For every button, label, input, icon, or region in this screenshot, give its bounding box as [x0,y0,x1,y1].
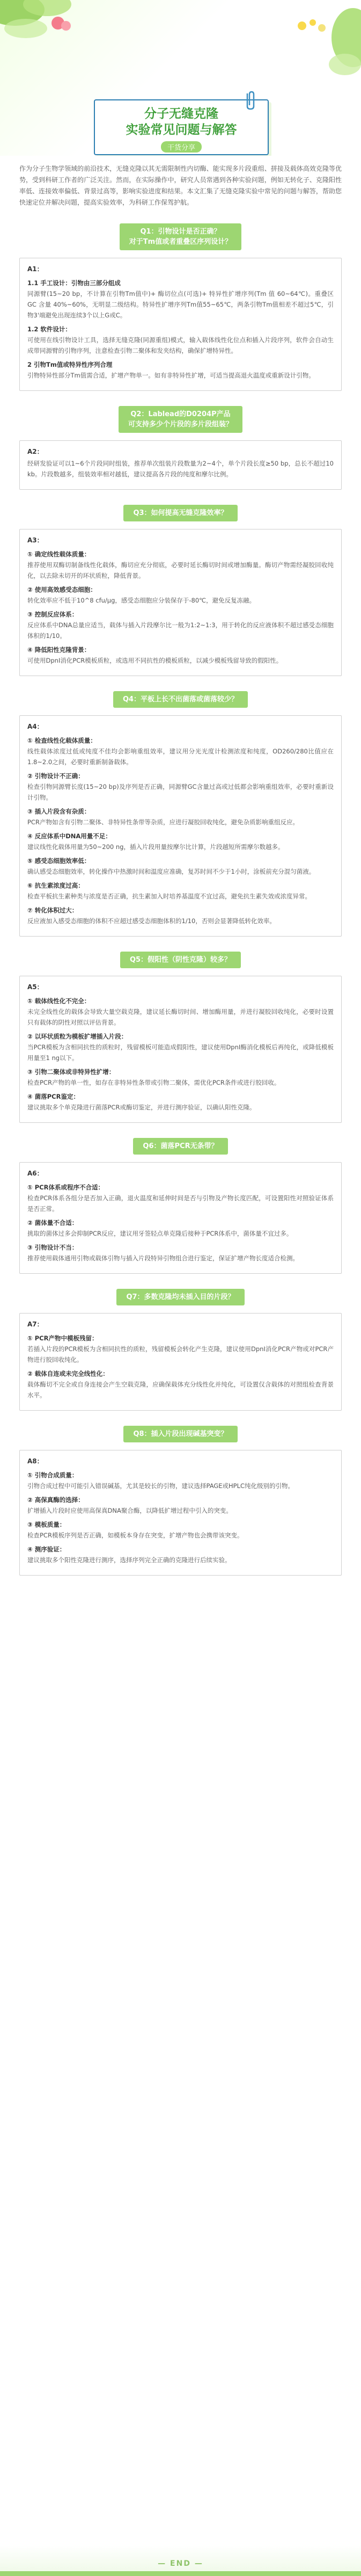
answer-label: A4： [27,723,43,730]
qa-section [19,406,342,490]
answer-box [19,976,342,1123]
question-bar [19,952,342,968]
answer-subtitle: ② 载体自连或未完全线性化： [27,1370,109,1377]
answer-text: 引物特异性部分Tm值需合适，扩增产物单一。如有非特异性扩增，可适当提高退火温度或重新设计引物。 [27,372,315,379]
question-title: Q4：平板上长不出菌落或菌落较少？ [113,691,248,708]
intro-paragraph: 作为分子生物学领域的前沿技术，无缝克隆以其无需限制性内切酶、能实现多片段重组、拼接及载体高效克隆等优势，受到科研工作者的广泛关注。然而，在实际操作中，研究人员常遇到各种实验问题，例如无转化子、克隆阳性率低、连接效率偏低、背景过高等，影响实验进度和结果。本文汇集了无缝克隆实验中常见的问题与解答，帮助您快速定位并解决问题，提高实验效率，为科研工作保驾护航。 [19,165,342,206]
answer-text: PCR产物如含有引物二聚体、非特异性条带等杂质，应进行凝胶回收纯化，避免杂质影响重组反应。 [27,818,299,826]
answer-text: 建议线性化载体用量为50~200 ng，插入片段用量按摩尔比计算，片段越短所需摩尔数越多。 [27,843,284,851]
question-bar [19,1289,342,1305]
answer-subtitle: ④ 反应体系中DNA用量不足： [27,832,112,840]
answer-text: 检查引物同源臂长度(15~20 bp)及序列是否正确，同源臂GC含量过高或过低都会影响重组效率，必要时重新设计引物。 [27,783,334,801]
answer-subtitle: ④ 降低阳性克隆背景： [27,646,91,654]
answer-box [19,440,342,490]
answer-subtitle: 1.2 软件设计： [27,325,71,333]
answer-label: A8： [27,1457,43,1465]
answer-label: A3： [27,536,43,544]
question-bar [19,1426,342,1442]
question-bar [19,691,342,708]
title-line-2: 实验常见问题与解答 [126,123,237,137]
answer-text: 载体酶切不完全或自身连接会产生空载克隆，应确保载体充分线性化并纯化，可设置仅含载体的对照组检查背景水平。 [27,1381,334,1399]
answer-label: A6： [27,1170,43,1177]
answer-text: 可使用DpnI消化PCR模板质粒，或选用不同抗性的模板质粒，以减少模板残留导致的假阳性。 [27,657,283,664]
answer-subtitle: ① 检查线性化载体质量： [27,737,97,744]
answer-box [19,1162,342,1274]
question-bar [19,505,342,521]
answer-subtitle: ① 引物合成质量： [27,1471,78,1479]
answer-subtitle: ③ 模板质量： [27,1521,66,1528]
answer-text: 建议挑取多个单克隆进行菌落PCR或酶切鉴定，并进行测序验证，以确认阳性克隆。 [27,1104,256,1111]
answer-box [19,1313,342,1411]
question-title: Q8：插入片段出现碱基突变？ [123,1426,237,1442]
question-title: Q6：菌落PCR无条带？ [133,1138,227,1155]
answer-text: 可使用在线引物设计工具，选择无缝克隆(同源重组)模式，输入载体线性化位点和插入片段序列，软件会自动生成带同源臂的引物序列，注意检查引物二聚体和发夹结构，确保扩增特异性。 [27,336,334,354]
answer-text: 反应液加入感受态细胞的体积不应超过感受态细胞体积的1/10，否则会显著降低转化效率。 [27,917,276,925]
answer-subtitle: ① 载体线性化不完全： [27,997,91,1005]
question-title: Q2：Lablead的D0204P产品 可支持多少个片段的多片段组装？ [119,406,242,433]
answer-subtitle: ② 高保真酶的选择： [27,1496,84,1504]
answer-subtitle: ② 菌体量不合适： [27,1219,78,1227]
answer-subtitle: ③ 插入片段含有杂质： [27,808,91,815]
qa-section [19,1289,342,1411]
answer-text: 检查PCR模板序列是否正确，如模板本身存在突变，扩增产物也会携带该突变。 [27,1532,244,1539]
question-title: Q1：引物设计是否正确？ 对于Tm值或者重叠区序列设计？ [120,223,241,250]
answer-text: 反应体系中DNA总量应适当，载体与插入片段摩尔比一般为1:2~1:3，用于转化的反应液体积不超过感受态细胞体积的1/10。 [27,621,334,640]
answer-subtitle: 2 引物Tm值或特异性序列合理 [27,361,113,368]
answer-label: A2： [27,448,43,455]
answer-box [19,529,342,676]
answer-text: 检查平板抗生素种类与浓度是否正确，抗生素加入时培养基温度不宜过高，避免抗生素失效或浓度异常。 [27,892,311,900]
qa-sections [0,223,361,1576]
answer-text: 同源臂(15~20 bp，不计算在引物Tm值中)+ 酶切位点(可选)+ 特异性扩增序列(Tm 值 60~64℃)。重叠区 GC 含量 40%~60%，无明显二级结构。特异性扩增序列Tm值55~65℃，两条引物Tm值相差不超过5℃，引物3'端避免出现连续3个以上G或C。 [27,290,334,319]
answer-subtitle: ② 使用高效感受态细胞： [27,586,97,593]
qa-section [19,952,342,1123]
header-banner [0,0,361,156]
answer-text: 检查PCR产物的单一性，如存在非特异性条带或引物二聚体，需优化PCR条件或进行胶回收。 [27,1079,281,1086]
answer-text: 引物合成过程中可能引入错误碱基，尤其是较长的引物，建议选择PAGE或HPLC纯化级别的引物。 [27,1482,294,1490]
answer-box [19,1450,342,1576]
answer-text: 推荐使用载体通用引物或载体引物与插入片段特异引物组合进行鉴定，保证扩增产物长度适合检测。 [27,1254,299,1262]
answer-subtitle: ④ 菌落PCR鉴定： [27,1093,79,1100]
answer-subtitle: ⑥ 抗生素浓度过高： [27,882,84,889]
qa-section [19,505,342,676]
answer-box [19,258,342,391]
answer-text: 扩增插入片段时应使用高保真DNA聚合酶，以降低扩增过程中引入的突变。 [27,1507,232,1514]
answer-subtitle: ② 引物设计不正确： [27,772,84,780]
answer-text: 若插入片段的PCR模板为含相同抗性的质粒，残留模板会转化产生克隆，建议使用DpnI消化PCR产物或对PCR产物进行胶回收纯化。 [27,1345,334,1363]
answer-text: 确认感受态细胞效率，转化操作中热激时间和温度应准确，复苏时间不少于1小时，涂板前充分混匀菌液。 [27,868,315,875]
answer-text: 检查PCR体系各组分是否加入正确，退火温度和延伸时间是否与引物及产物长度匹配，可设置阳性对照验证体系是否正常。 [27,1194,334,1213]
answer-label: A1： [27,265,43,273]
paperclip-icon [244,90,257,111]
qa-section [19,1426,342,1576]
answer-subtitle: ③ 引物设计不当： [27,1244,78,1251]
qa-section [19,1138,342,1274]
answer-subtitle: ③ 控制反应体系： [27,611,78,618]
answer-subtitle: ④ 测序验证： [27,1545,66,1553]
answer-box [19,715,342,937]
answer-text: 经研发验证可以1~6个片段同时组装，推荐单次组装片段数量为2~4个，单个片段长度≥50 bp，总长不超过10 kb。片段数越多，组装效率相对越低，建议提高各片段的纯度和摩尔比例。 [27,460,334,478]
answer-subtitle: ① 确定线性载体质量： [27,550,91,558]
answer-subtitle: ③ 引物二聚体或非特异性扩增： [27,1068,115,1076]
answer-text: 转化效率应不低于10^8 cfu/μg，感受态细胞应分装保存于-80℃，避免反复冻融。 [27,597,256,604]
question-bar [19,1138,342,1155]
footer-strip [0,2571,361,2576]
question-bar [19,406,342,433]
answer-subtitle: ① PCR体系或程序不合适： [27,1184,104,1191]
answer-text: 线性载体浓度过低或纯度不佳均会影响重组效率，建议用分光光度计检测浓度和纯度，OD260/280比值应在1.8~2.0之间，必要时重新制备载体。 [27,748,334,766]
answer-subtitle: ⑦ 转化体积过大： [27,906,78,914]
answer-label: A5： [27,983,43,991]
question-title: Q5：假阳性（阴性克隆）较多？ [120,952,241,968]
answer-text: 推荐使用双酶切制备线性化载体，酶切应充分彻底，必要时延长酶切时间或增加酶量。酶切产物需经凝胶回收纯化，以去除未切开的环状质粒，降低背景。 [27,561,334,579]
answer-label: A7： [27,1320,43,1328]
title-subtitle-badge: 干货分享 [161,141,202,153]
answer-subtitle: ① PCR产物中模板残留： [27,1334,98,1342]
leaf-decoration-icon [307,5,361,81]
answer-text: 建议挑取多个阳性克隆进行测序，选择序列完全正确的克隆进行后续实验。 [27,1556,231,1564]
question-title: Q3：如何提高无缝克隆效率？ [123,505,237,521]
answer-subtitle: ⑤ 感受态细胞效率低： [27,857,91,865]
title-card [94,99,269,155]
title-line-1: 分子无缝克隆 [144,107,218,121]
leaf-decoration-icon [0,0,90,69]
qa-section [19,223,342,391]
answer-subtitle: 1.1 手工设计：引物由三部分组成 [27,279,121,287]
question-bar [19,223,342,250]
answer-text: 当PCR模板为含相同抗性的质粒时，残留模板可能造成假阳性，建议使用DpnI酶消化模板后再纯化，或降低模板用量至1 ng以下。 [27,1043,334,1062]
answer-subtitle: ② 以环状质粒为模板扩增插入片段： [27,1033,128,1040]
answer-text: 挑取的菌体过多会抑制PCR反应，建议用牙签轻点单克隆后接种于PCR体系中，菌体量不宜过多。 [27,1230,293,1237]
qa-section [19,691,342,937]
question-title: Q7：多数克隆均未插入目的片段？ [116,1289,244,1305]
answer-text: 未完全线性化的载体会导致大量空载克隆，建议延长酶切时间、增加酶用量，并进行凝胶回收纯化，必要时设置只有载体的阴性对照以评估背景。 [27,1008,334,1026]
end-label: — END — [158,2559,203,2568]
